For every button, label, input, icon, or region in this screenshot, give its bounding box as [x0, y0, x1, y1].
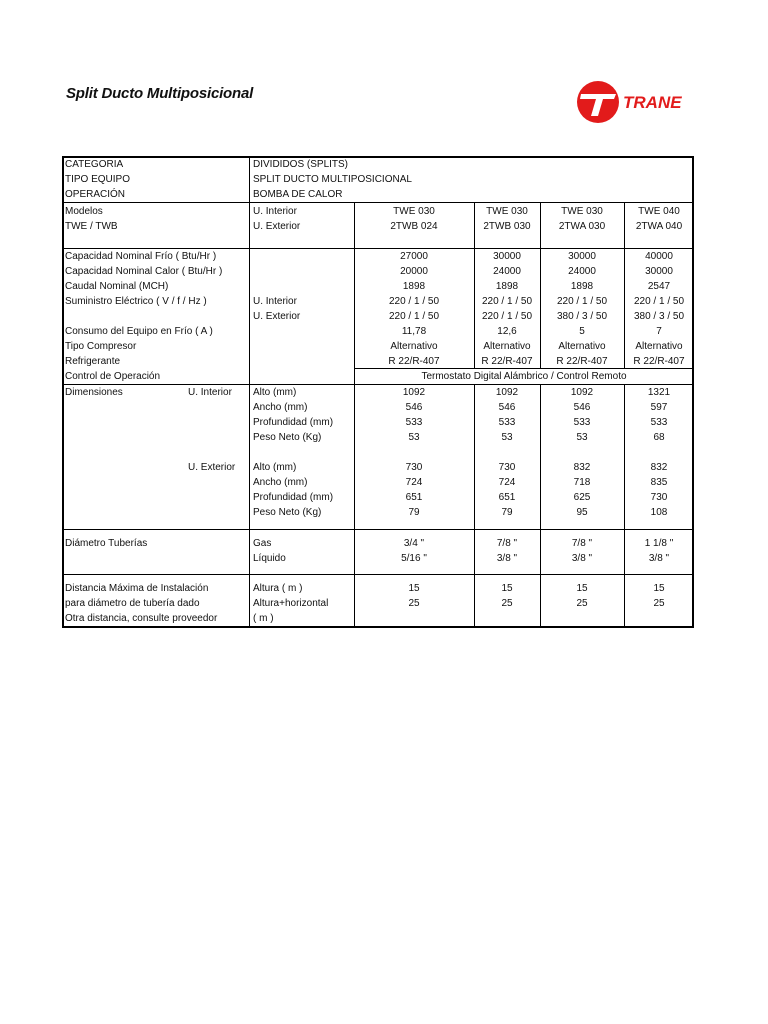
interior-dimension-label: Ancho (mm): [253, 402, 308, 413]
interior-dimension-value-4: 533: [650, 417, 668, 428]
gas-pipe-value-2: 7/8 ": [496, 538, 518, 549]
exterior-dimension-value-3: 625: [573, 492, 591, 503]
page-title: Split Ducto Multiposicional: [66, 85, 254, 102]
rule-tuberias-end: [62, 574, 694, 575]
install-horizontal-value-1: 25: [408, 598, 420, 609]
electric-interior-value-3: 220 / 1 / 50: [556, 296, 608, 307]
refrigerant-value-2: R 22/R-407: [481, 356, 533, 367]
install-horizontal-value-3: 25: [576, 598, 588, 609]
model-interior-3: TWE 030: [561, 206, 603, 217]
exterior-dimension-value-1: 724: [405, 477, 423, 488]
consumption-value-3: 5: [579, 326, 585, 337]
liquid-pipe-value-2: 3/8 ": [496, 553, 518, 564]
install-height-value-1: 15: [408, 583, 420, 594]
electric-interior-value-1: 220 / 1 / 50: [388, 296, 440, 307]
model-interior-2: TWE 030: [486, 206, 528, 217]
interior-dimension-value-3: 546: [573, 402, 591, 413]
control-label: Control de Operación: [65, 371, 161, 382]
spec-sheet: [62, 156, 694, 628]
gas-pipe-value-3: 7/8 ": [571, 538, 593, 549]
install-horizontal-value-2: 25: [501, 598, 513, 609]
exterior-dimension-value-1: 651: [405, 492, 423, 503]
dimensions-interior-label: U. Interior: [188, 387, 232, 398]
liquid-pipe-value-4: 3/8 ": [648, 553, 670, 564]
model-exterior-3: 2TWA 030: [558, 221, 606, 232]
exterior-dimension-label: Peso Neto (Kg): [253, 507, 322, 518]
install-horizontal-value-4: 25: [653, 598, 665, 609]
interior-dimension-value-3: 533: [573, 417, 591, 428]
liquid-pipe-value-3: 3/8 ": [571, 553, 593, 564]
heating-capacity-value-2: 24000: [493, 266, 521, 277]
cooling-capacity-label: Capacidad Nominal Frío ( Btu/Hr ): [65, 251, 217, 262]
electric-supply-label: Suministro Eléctrico ( V / f / Hz ): [65, 296, 207, 307]
exterior-dimension-value-4: 108: [650, 507, 668, 518]
interior-dimension-value-4: 68: [653, 432, 665, 443]
install-other-label: Otra distancia, consulte proveedor: [65, 613, 218, 624]
gas-pipe-value-1: 3/4 ": [403, 538, 425, 549]
exterior-dimension-value-2: 79: [501, 507, 513, 518]
interior-dimension-label: Peso Neto (Kg): [253, 432, 322, 443]
airflow-value-3: 1898: [570, 281, 594, 292]
compressor-value-2: Alternativo: [483, 341, 531, 352]
heating-capacity-value-3: 24000: [568, 266, 596, 277]
pipe-diameter-label: Diámetro Tuberías: [65, 538, 148, 549]
install-pipe-label: para diámetro de tubería dado: [65, 598, 200, 609]
exterior-dimension-value-4: 832: [650, 462, 668, 473]
interior-dimension-value-1: 533: [405, 417, 423, 428]
heating-capacity-label: Capacidad Nominal Calor ( Btu/Hr ): [65, 266, 223, 277]
interior-dimension-value-2: 546: [498, 402, 516, 413]
interior-dimension-label: Alto (mm): [253, 387, 297, 398]
interior-dimension-value-3: 53: [576, 432, 588, 443]
interior-dimension-value-3: 1092: [570, 387, 594, 398]
heating-capacity-value-4: 30000: [645, 266, 673, 277]
gas-pipe-value-4: 1 1/8 ": [644, 538, 674, 549]
category-value: DIVIDIDOS (SPLITS): [253, 159, 349, 170]
cooling-capacity-value-2: 30000: [493, 251, 521, 262]
electric-exterior-value-2: 220 / 1 / 50: [481, 311, 533, 322]
compressor-value-4: Alternativo: [635, 341, 683, 352]
airflow-value-2: 1898: [495, 281, 519, 292]
install-height-value-3: 15: [576, 583, 588, 594]
exterior-dimension-label: Profundidad (mm): [253, 492, 334, 503]
trane-logo: [576, 80, 694, 124]
consumption-value-1: 11,78: [401, 326, 427, 337]
model-exterior-4: 2TWA 040: [635, 221, 683, 232]
install-height-value-4: 15: [653, 583, 665, 594]
refrigerant-label: Refrigerante: [65, 356, 121, 367]
operation-label: OPERACIÓN: [65, 189, 126, 200]
exterior-dimension-label: Ancho (mm): [253, 477, 308, 488]
interior-dimension-value-2: 533: [498, 417, 516, 428]
liquid-pipe-value-1: 5/16 ": [401, 553, 427, 564]
equipment-type-value: SPLIT DUCTO MULTIPOSICIONAL: [253, 174, 412, 185]
compressor-label: Tipo Compresor: [65, 341, 137, 352]
gas-pipe-label: Gas: [253, 538, 272, 549]
refrigerant-value-4: R 22/R-407: [633, 356, 685, 367]
heating-capacity-value-1: 20000: [400, 266, 428, 277]
operation-value: BOMBA DE CALOR: [253, 189, 343, 200]
consumption-value-4: 7: [656, 326, 662, 337]
models-series-label: TWE / TWB: [65, 221, 118, 232]
airflow-value-1: 1898: [402, 281, 426, 292]
rule-general: [62, 202, 694, 203]
electric-exterior-value-3: 380 / 3 / 50: [556, 311, 608, 322]
exterior-dimension-value-2: 724: [498, 477, 516, 488]
cooling-capacity-value-4: 40000: [645, 251, 673, 262]
interior-dimension-value-1: 53: [408, 432, 420, 443]
control-value: Termostato Digital Alámbrico / Control Remoto: [421, 371, 627, 382]
electric-exterior-label: U. Exterior: [253, 311, 301, 322]
model-exterior-1: 2TWB 024: [390, 221, 438, 232]
exterior-dimension-value-2: 730: [498, 462, 516, 473]
equipment-type-label: TIPO EQUIPO: [65, 174, 131, 185]
electric-interior-value-4: 220 / 1 / 50: [633, 296, 685, 307]
col-rule-1: [249, 156, 250, 628]
rule-dimensions-end: [62, 529, 694, 530]
models-label: Modelos: [65, 206, 103, 217]
exterior-dimension-label: Alto (mm): [253, 462, 297, 473]
interior-dimension-label: Profundidad (mm): [253, 417, 334, 428]
models-exterior-label: U. Exterior: [253, 221, 301, 232]
consumption-value-2: 12,6: [497, 326, 517, 337]
electric-interior-value-2: 220 / 1 / 50: [481, 296, 533, 307]
compressor-value-1: Alternativo: [390, 341, 438, 352]
model-exterior-2: 2TWB 030: [483, 221, 531, 232]
electric-exterior-value-1: 220 / 1 / 50: [388, 311, 440, 322]
airflow-label: Caudal Nominal (MCH): [65, 281, 169, 292]
cooling-capacity-value-3: 30000: [568, 251, 596, 262]
exterior-dimension-value-3: 832: [573, 462, 591, 473]
exterior-dimension-value-1: 730: [405, 462, 423, 473]
interior-dimension-value-2: 53: [501, 432, 513, 443]
interior-dimension-value-4: 597: [650, 402, 668, 413]
model-interior-4: TWE 040: [638, 206, 680, 217]
brand-name: TRANE: [623, 93, 682, 112]
install-horizontal-label: Altura+horizontal: [253, 598, 329, 609]
interior-dimension-value-2: 1092: [495, 387, 519, 398]
cooling-capacity-value-1: 27000: [400, 251, 428, 262]
airflow-value-4: 2547: [647, 281, 671, 292]
interior-dimension-value-4: 1321: [647, 387, 671, 398]
exterior-dimension-value-3: 95: [576, 507, 588, 518]
consumption-label: Consumo del Equipo en Frío ( A ): [65, 326, 213, 337]
interior-dimension-value-1: 1092: [402, 387, 426, 398]
exterior-dimension-value-1: 79: [408, 507, 420, 518]
exterior-dimension-value-4: 730: [650, 492, 668, 503]
category-label: CATEGORIA: [65, 159, 124, 170]
install-distance-label: Distancia Máxima de Instalación: [65, 583, 209, 594]
dimensions-exterior-label: U. Exterior: [188, 462, 236, 473]
dimensions-label: Dimensiones: [65, 387, 123, 398]
install-horizontal-unit: ( m ): [253, 613, 274, 624]
refrigerant-value-1: R 22/R-407: [388, 356, 440, 367]
install-height-label: Altura ( m ): [253, 583, 303, 594]
exterior-dimension-value-2: 651: [498, 492, 516, 503]
install-height-value-2: 15: [501, 583, 513, 594]
liquid-pipe-label: Líquido: [253, 553, 286, 564]
refrigerant-value-3: R 22/R-407: [556, 356, 608, 367]
model-interior-1: TWE 030: [393, 206, 435, 217]
compressor-value-3: Alternativo: [558, 341, 606, 352]
exterior-dimension-value-4: 835: [650, 477, 668, 488]
interior-dimension-value-1: 546: [405, 402, 423, 413]
exterior-dimension-value-3: 718: [573, 477, 591, 488]
electric-exterior-value-4: 380 / 3 / 50: [633, 311, 685, 322]
models-interior-label: U. Interior: [253, 206, 297, 217]
electric-interior-label: U. Interior: [253, 296, 297, 307]
